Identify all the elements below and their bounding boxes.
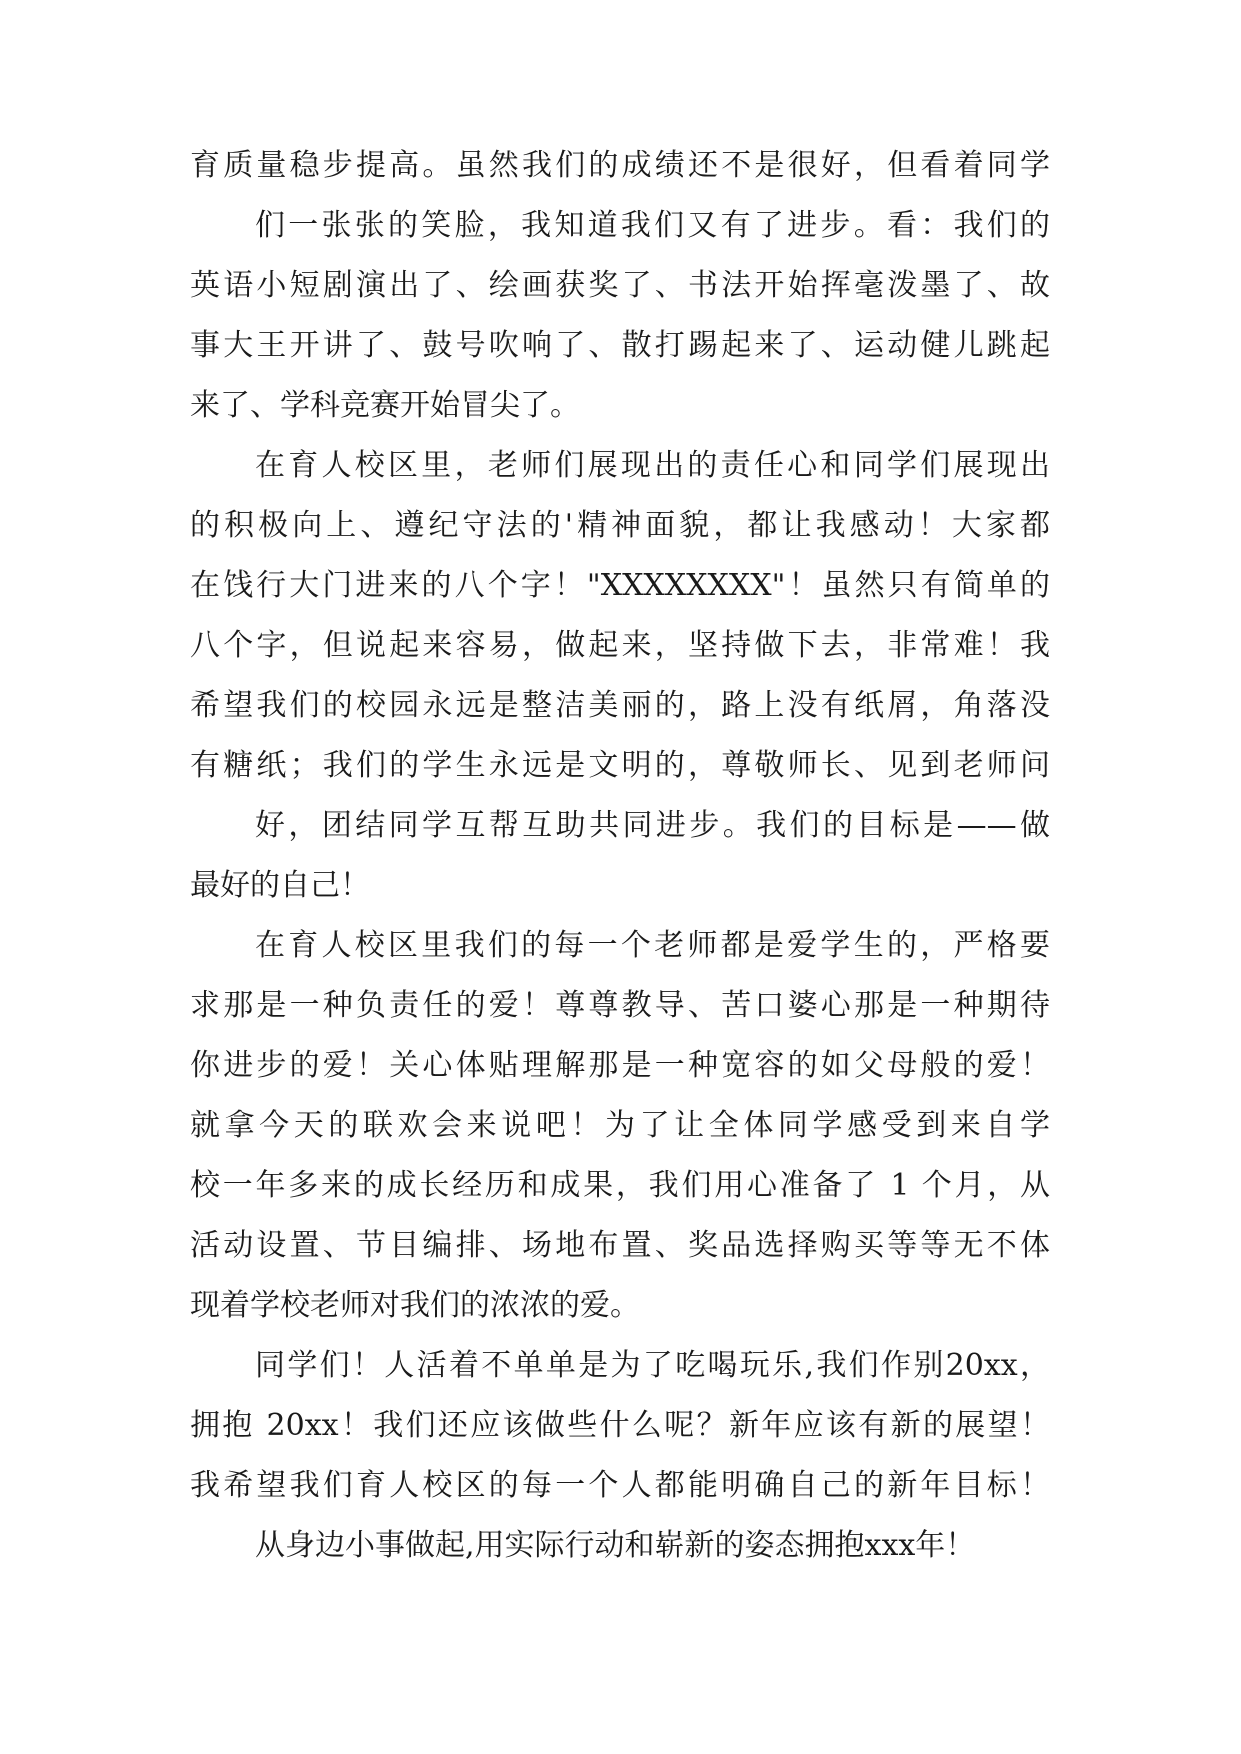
text-line-7: 的积极向上、遵纪守法的'精神面貌，都让我感动！大家都	[190, 508, 1050, 543]
text-line-13: 最好的自己！	[190, 868, 370, 903]
text-line-18: 校一年多来的成长经历和成果，我们用心准备了 1 个月，从	[190, 1168, 1050, 1203]
text-line-16: 你进步的爱！关心体贴理解那是一种宽容的如父母般的爱！	[190, 1048, 1050, 1083]
text-line-14: 在育人校区里我们的每一个老师都是爱学生的，严格要	[255, 928, 1050, 963]
text-line-8: 在饯行大门进来的八个字！"XXXXXXXX"！虽然只有简单的	[190, 568, 1050, 603]
text-line-24: 从身边小事做起,用实际行动和崭新的姿态拥抱xxx年！	[255, 1528, 976, 1563]
text-line-6: 在育人校区里，老师们展现出的责任心和同学们展现出	[255, 448, 1050, 483]
text-line-4: 事大王开讲了、鼓号吹响了、散打踢起来了、运动健儿跳起	[190, 328, 1050, 363]
text-line-23: 我希望我们育人校区的每一个人都能明确自己的新年目标！	[190, 1468, 1050, 1503]
text-line-12: 好，团结同学互帮互助共同进步。我们的目标是——做	[255, 808, 1050, 843]
text-line-10: 希望我们的校园永远是整洁美丽的，路上没有纸屑，角落没	[190, 688, 1050, 723]
text-line-20: 现着学校老师对我们的浓浓的爱。	[190, 1288, 640, 1323]
text-line-11: 有糖纸；我们的学生永远是文明的，尊敬师长、见到老师问	[190, 748, 1050, 783]
text-line-9: 八个字，但说起来容易，做起来，坚持做下去，非常难！我	[190, 628, 1050, 663]
text-line-21: 同学们！人活着不单单是为了吃喝玩乐,我们作别20xx，	[255, 1348, 1050, 1383]
text-line-19: 活动设置、节目编排、场地布置、奖品选择购买等等无不体	[190, 1228, 1050, 1263]
text-line-3: 英语小短剧演出了、绘画获奖了、书法开始挥毫泼墨了、故	[190, 268, 1050, 303]
text-line-2: 们一张张的笑脸，我知道我们又有了进步。看：我们的	[255, 208, 1050, 243]
text-line-1: 育质量稳步提高。虽然我们的成绩还不是很好，但看着同学	[190, 148, 1050, 183]
text-line-17: 就拿今天的联欢会来说吧！为了让全体同学感受到来自学	[190, 1108, 1050, 1143]
text-line-15: 求那是一种负责任的爱！尊尊教导、苦口婆心那是一种期待	[190, 988, 1050, 1023]
text-line-22: 拥抱 20xx！我们还应该做些什么呢？新年应该有新的展望！	[190, 1408, 1050, 1443]
text-line-5: 来了、学科竞赛开始冒尖了。	[190, 388, 580, 423]
